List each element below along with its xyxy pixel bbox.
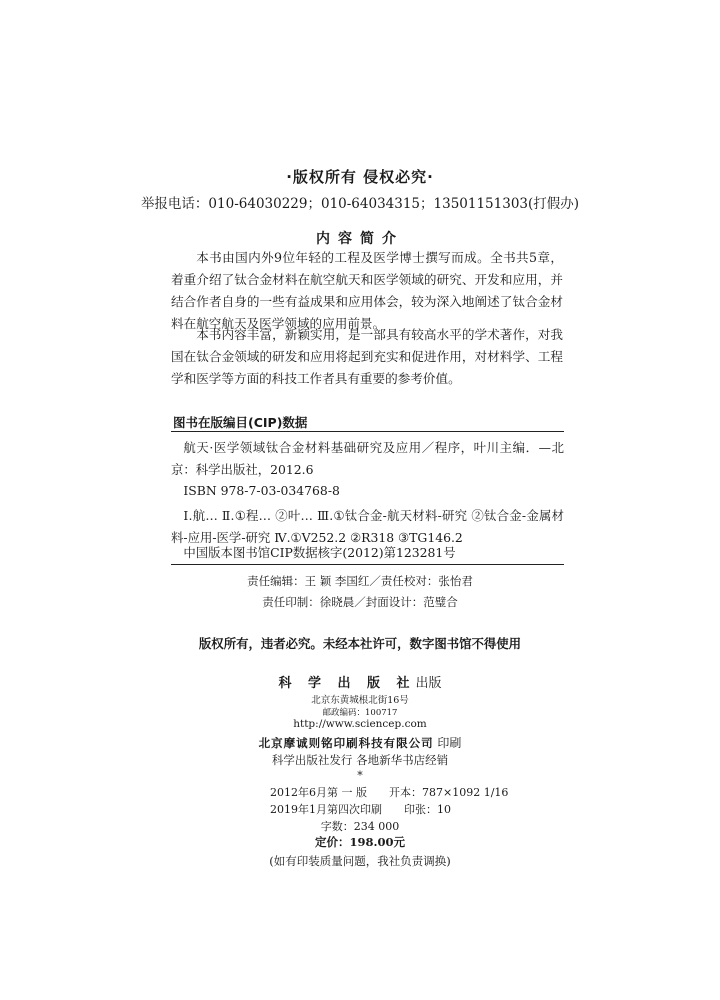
book-format: 开本：787×1092 1/16 bbox=[389, 786, 509, 799]
printed-sheets: 印张：10 bbox=[404, 803, 451, 816]
editors-line-2: 责任印制：徐晓晨／封面设计：范璧合 bbox=[262, 595, 458, 609]
publisher-website: http://www.sciencep.com bbox=[293, 718, 427, 730]
cip-description: 航天·医学领域钛合金材料基础研究及应用／程序，叶川主编．—北京：科学出版社，2012.6 bbox=[171, 440, 564, 477]
publisher-line bbox=[0, 672, 720, 691]
edition-row-1 bbox=[270, 784, 508, 800]
price: 定价：198.00元 bbox=[314, 835, 405, 849]
postcode: 邮政编码：100717 bbox=[322, 708, 398, 718]
report-hotline: 举报电话：010-64030229；010-64034315；13501151303(打假办) bbox=[140, 196, 580, 212]
cip-title: 图书在版编目(CIP)数据 bbox=[173, 415, 308, 430]
printer-name: 北京摩诚则铭印刷科技有限公司 bbox=[258, 736, 434, 750]
cip-bottom-rule bbox=[171, 564, 564, 565]
publisher-address: 北京东黄城根北街16号 bbox=[311, 695, 409, 706]
print-run: 2019年1月第四次印刷 bbox=[270, 803, 382, 816]
edition-row-2 bbox=[270, 801, 451, 817]
editors-line-1: 责任编辑：王 颖 李国红／责任校对：张怡君 bbox=[247, 574, 473, 588]
cip-classification: Ⅰ.航… Ⅱ.①程… ②叶… Ⅲ.①钛合金-航天材料-研究 ②钛合金-金属材料-应用-医学-研究 Ⅳ.①V252.2 ②R318 ③TG146.2 bbox=[171, 508, 564, 545]
cip-check-number: 中国版本图书馆CIP数据核字(2012)第123281号 bbox=[183, 545, 456, 560]
exchange-notice: (如有印装质量问题，我社负责调换) bbox=[269, 854, 451, 868]
separator-asterisk: * bbox=[357, 769, 363, 782]
word-count: 字数：234 000 bbox=[320, 820, 400, 833]
summary-paragraph-1: 本书由国内外9位年轻的工程及医学博士撰写而成。全书共5章，着重介绍了钛合金材料在航空航天和医学领域的研究、开发和应用，并结合作者自身的一些有益成果和应用体会，较为深入地阐述了钛合金材料在航空航天及医学领域的应用前景。 bbox=[171, 250, 563, 331]
cip-top-rule bbox=[171, 431, 564, 432]
publisher-suffix: 出版 bbox=[415, 676, 442, 691]
printer-suffix: 印刷 bbox=[437, 736, 462, 750]
first-edition: 2012年6月第 一 版 bbox=[270, 786, 367, 799]
summary-paragraph-2: 本书内容丰富，新颖实用，是一部具有较高水平的学术著作，对我国在钛合金领域的研发和应用将起到充实和促进作用，对材料学、工程学和医学等方面的科技工作者具有重要的参考价值。 bbox=[171, 327, 563, 386]
editors-credits bbox=[0, 571, 720, 613]
rights-notice: 版权所有，违者必究。未经本社许可，数字图书馆不得使用 bbox=[198, 636, 522, 651]
printer-line bbox=[0, 734, 720, 751]
copyright-heading: ·版权所有 侵权必究· bbox=[286, 168, 434, 186]
publisher-name: 科 学 出 版 社 bbox=[278, 676, 416, 691]
cip-isbn: ISBN 978-7-03-034768-8 bbox=[183, 483, 340, 498]
distribution: 科学出版社发行 各地新华书店经销 bbox=[271, 753, 449, 767]
summary-title: 内容简介 bbox=[316, 231, 404, 247]
